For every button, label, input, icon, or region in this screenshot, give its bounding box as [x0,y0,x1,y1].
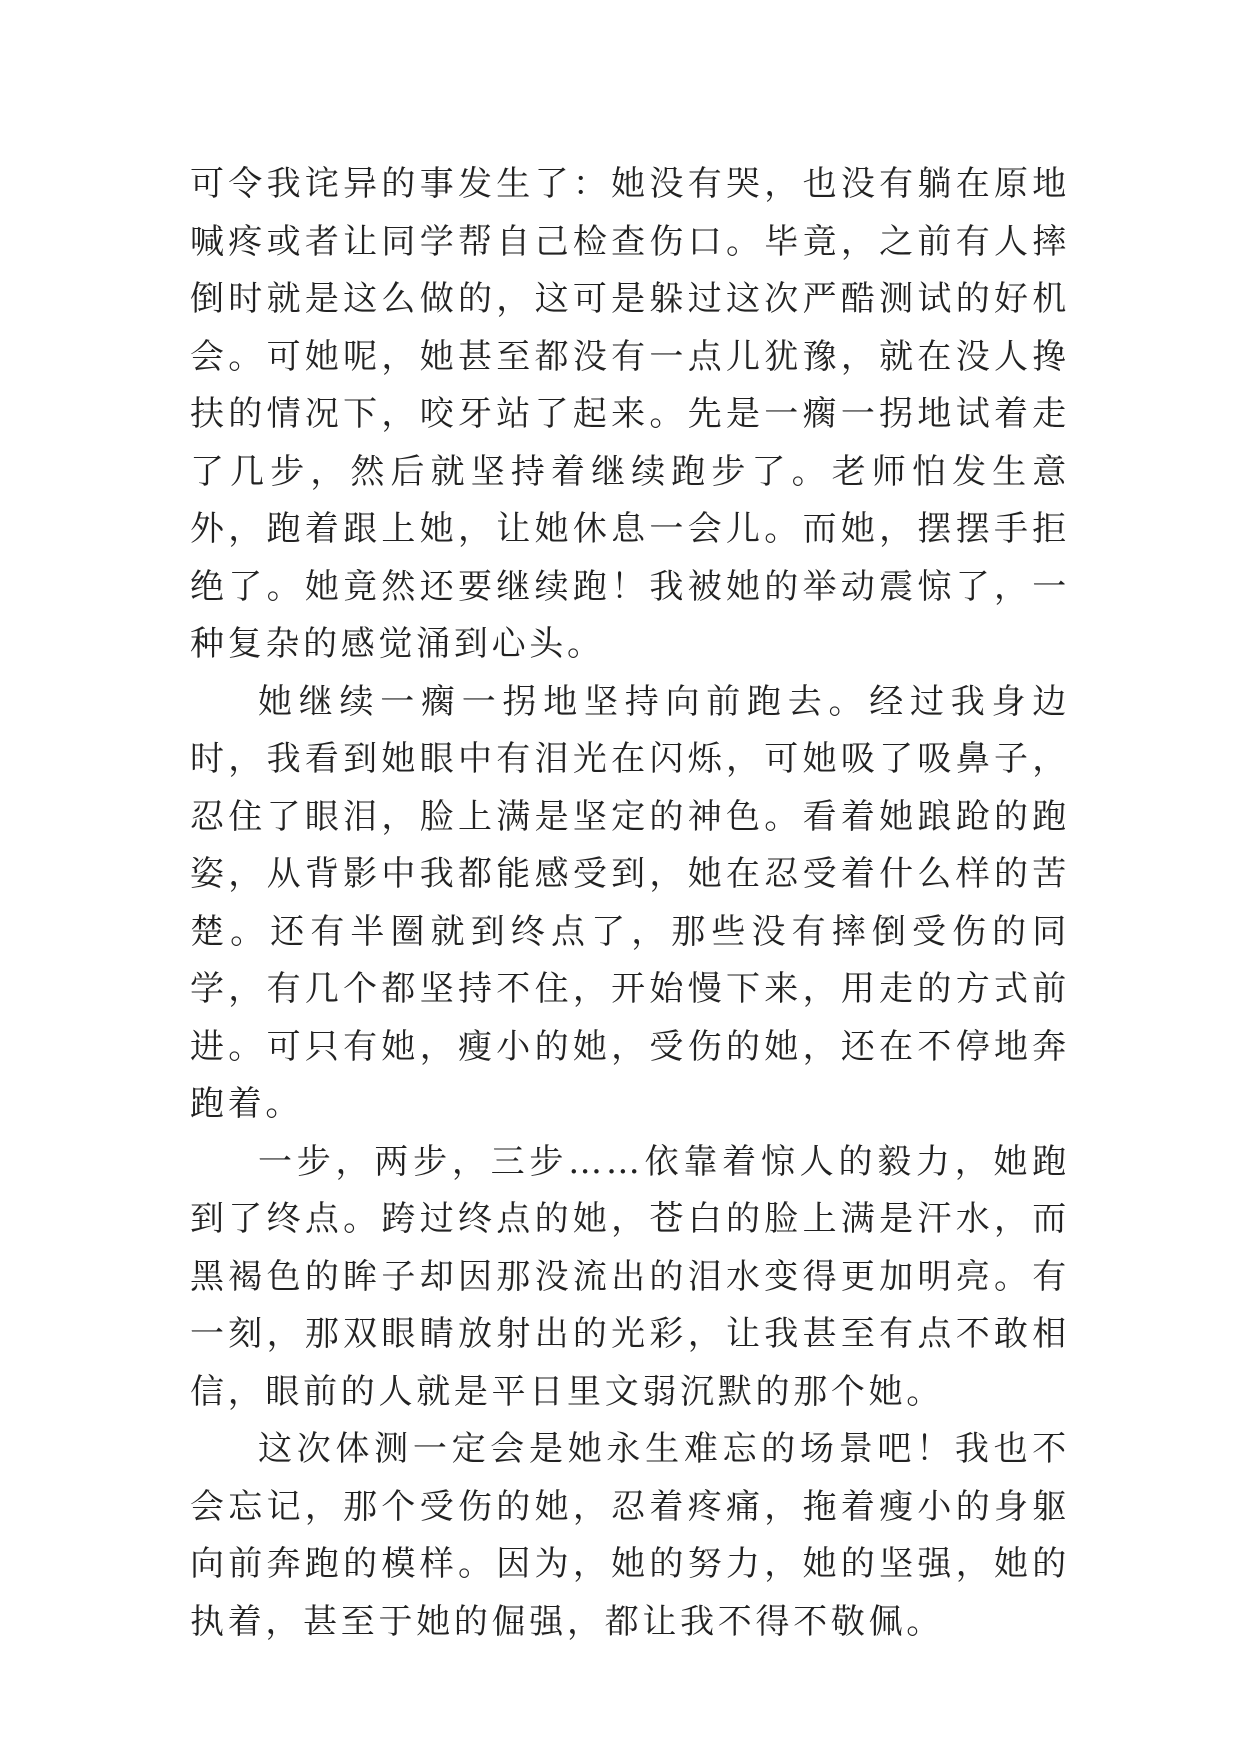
paragraph-4: 这次体测一定会是她永生难忘的场景吧！我也不会忘记，那个受伤的她，忍着疼痛，拖着瘦小的身躯向前奔跑的模样。因为，她的努力，她的坚强，她的执着，甚至于她的倔强，都让我不得不敬佩。 [190,1429,1070,1642]
paragraph-3: 一步，两步，三步……依靠着惊人的毅力，她跑到了终点。跨过终点的她，苍白的脸上满是汗水，而黑褐色的眸子却因那没流出的泪水变得更加明亮。有一刻，那双眼睛放射出的光彩，让我甚至有点不敢相信，眼前的人就是平日里文弱沉默的那个她。 [190,1141,1070,1412]
document-body [190,156,1070,1651]
paragraph-1: 可令我诧异的事发生了：她没有哭，也没有躺在原地喊疼或者让同学帮自己检查伤口。毕竟，之前有人摔倒时就是这么做的，这可是躲过这次严酷测试的好机会。可她呢，她甚至都没有一点儿犹豫，就在没人搀扶的情况下，咬牙站了起来。先是一瘸一拐地试着走了几步，然后就坚持着继续跑步了。老师怕发生意外，跑着跟上她，让她休息一会儿。而她，摆摆手拒绝了。她竟然还要继续跑！我被她的举动震惊了，一种复杂的感觉涌到心头。 [190,164,1070,664]
paragraph-2: 她继续一瘸一拐地坚持向前跑去。经过我身边时，我看到她眼中有泪光在闪烁，可她吸了吸鼻子，忍住了眼泪，脸上满是坚定的神色。看着她踉跄的跑姿，从背影中我都能感受到，她在忍受着什么样的苦楚。还有半圈就到终点了，那些没有摔倒受伤的同学，有几个都坚持不住，开始慢下来，用走的方式前进。可只有她，瘦小的她，受伤的她，还在不停地奔跑着。 [190,681,1070,1124]
